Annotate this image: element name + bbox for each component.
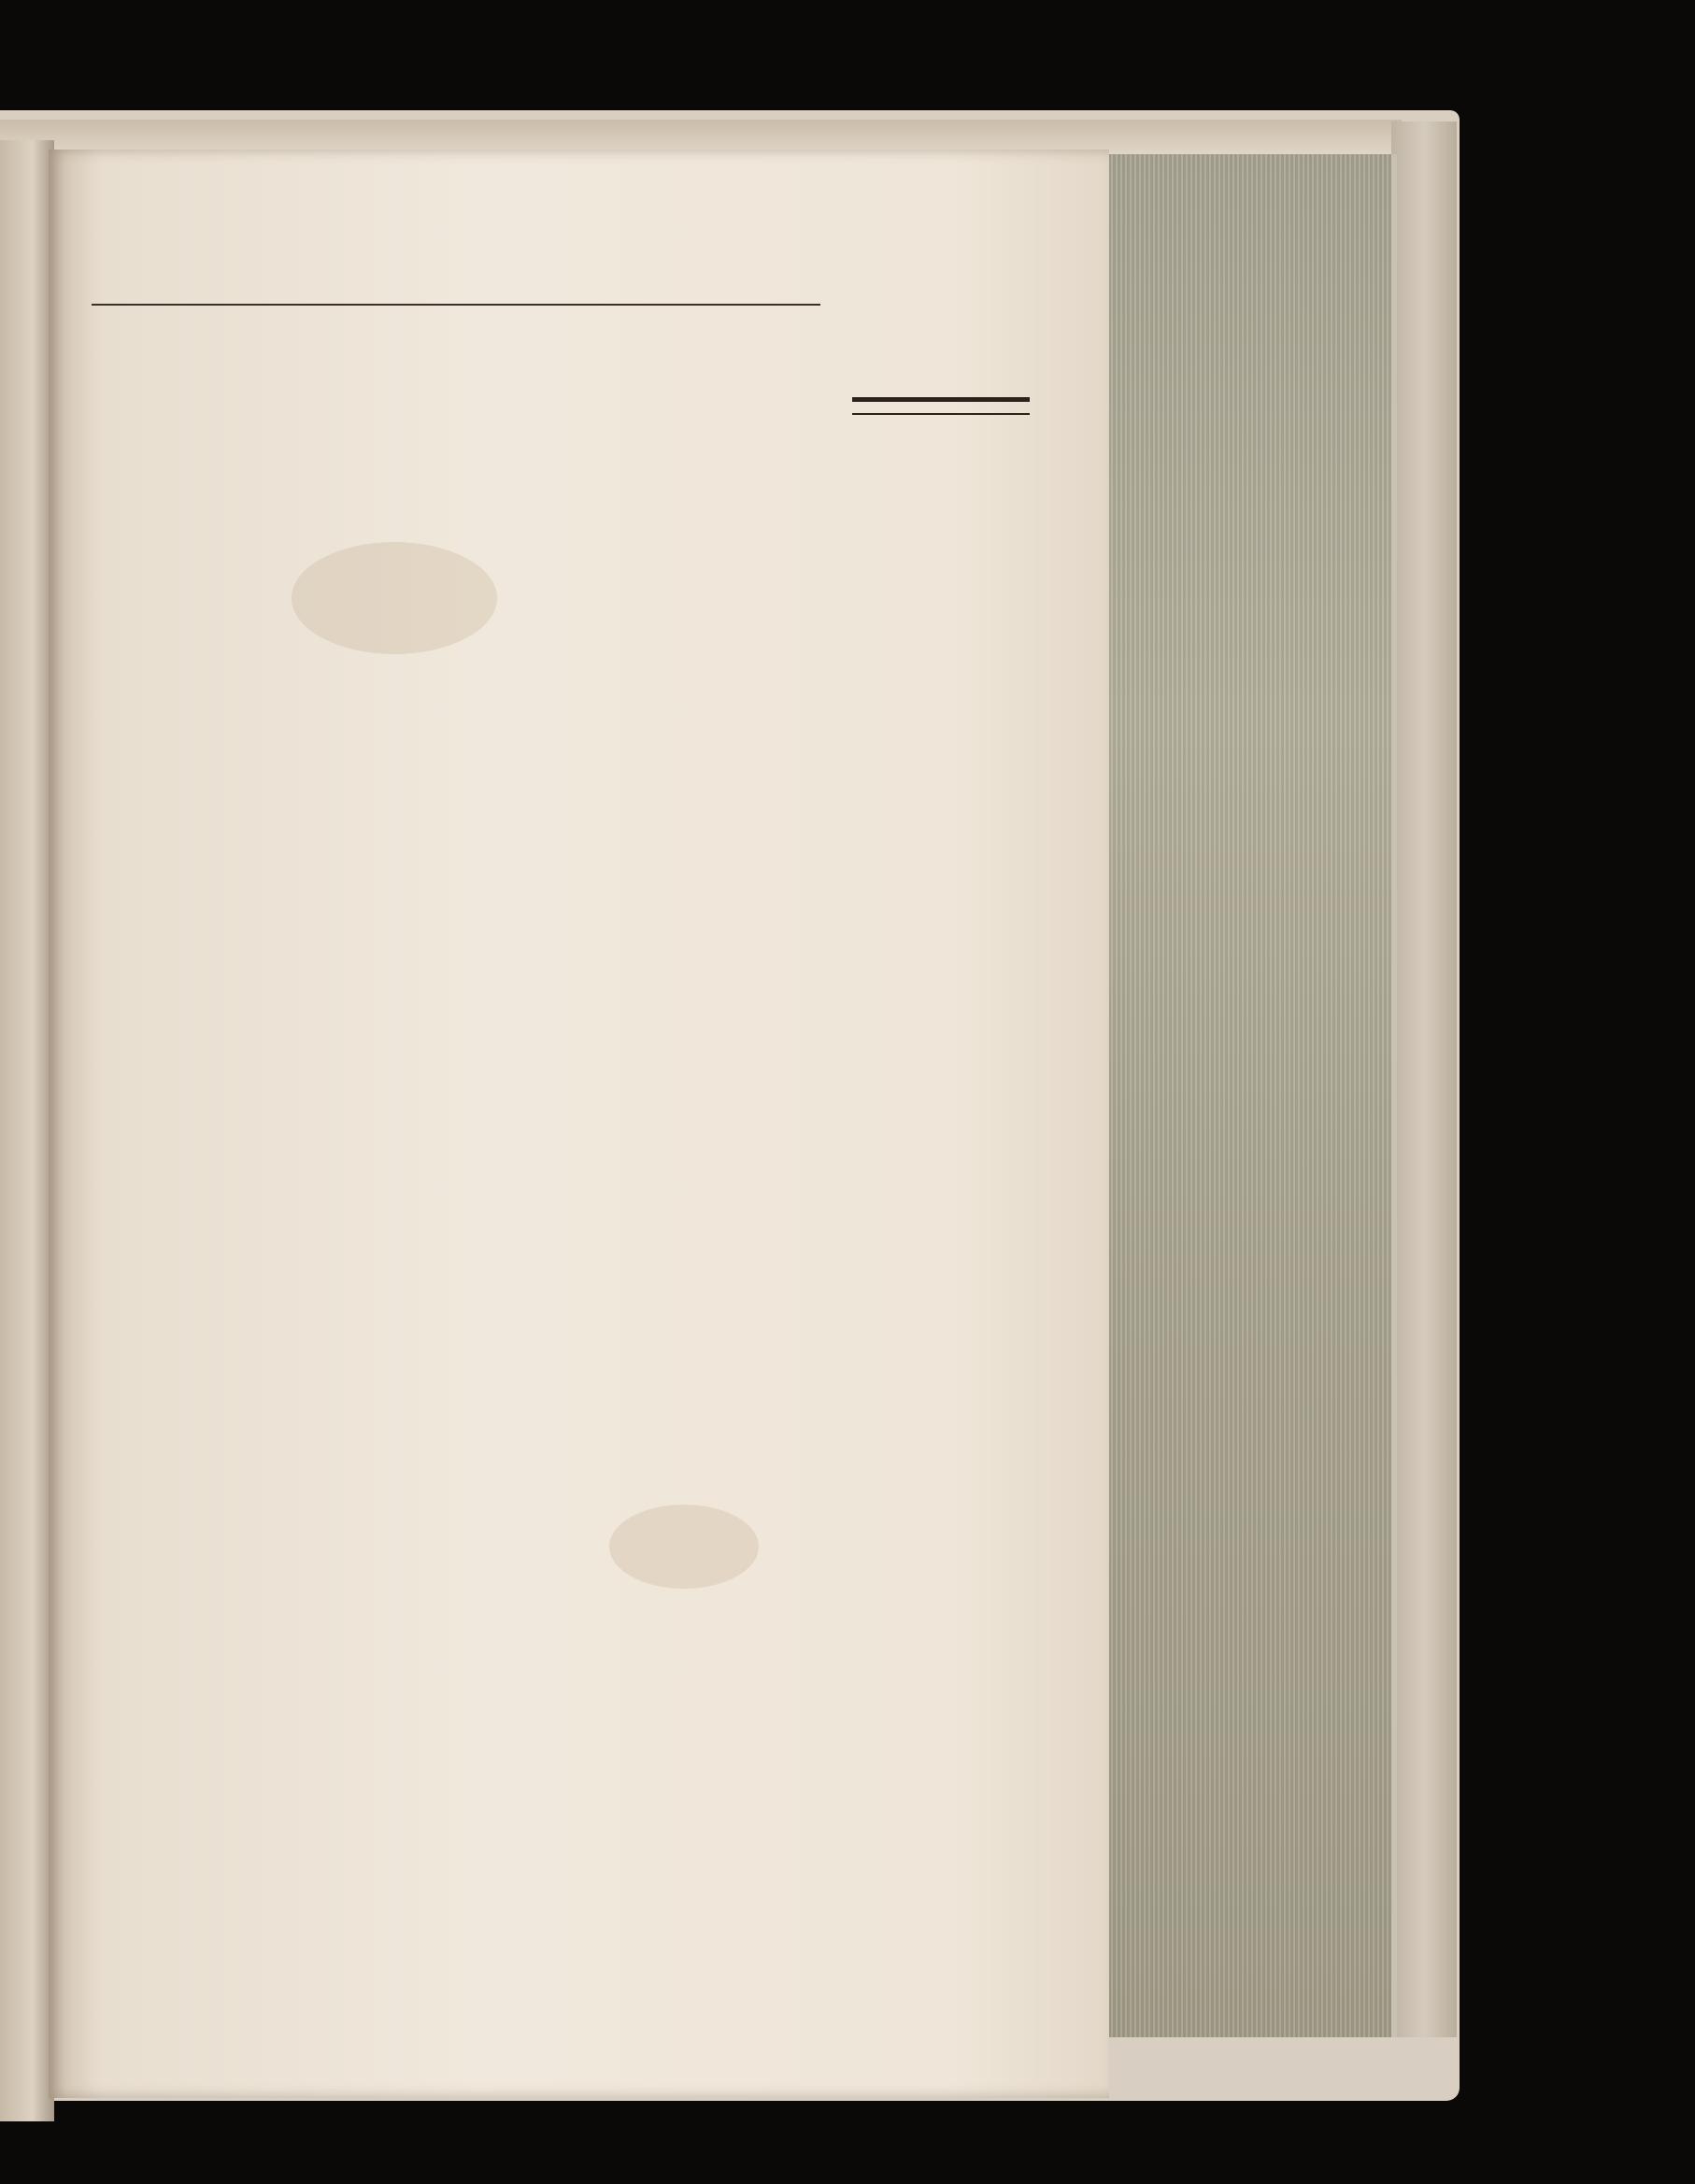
book-cover-edge: [1391, 121, 1457, 2037]
page-fore-edge: [1106, 154, 1397, 2037]
right-page: [49, 150, 1109, 2098]
header-rule: [92, 304, 820, 306]
paper-stain: [609, 1505, 759, 1589]
left-page: [0, 140, 54, 2121]
margin-rule: [852, 397, 1030, 415]
paper-stain: [292, 542, 497, 654]
